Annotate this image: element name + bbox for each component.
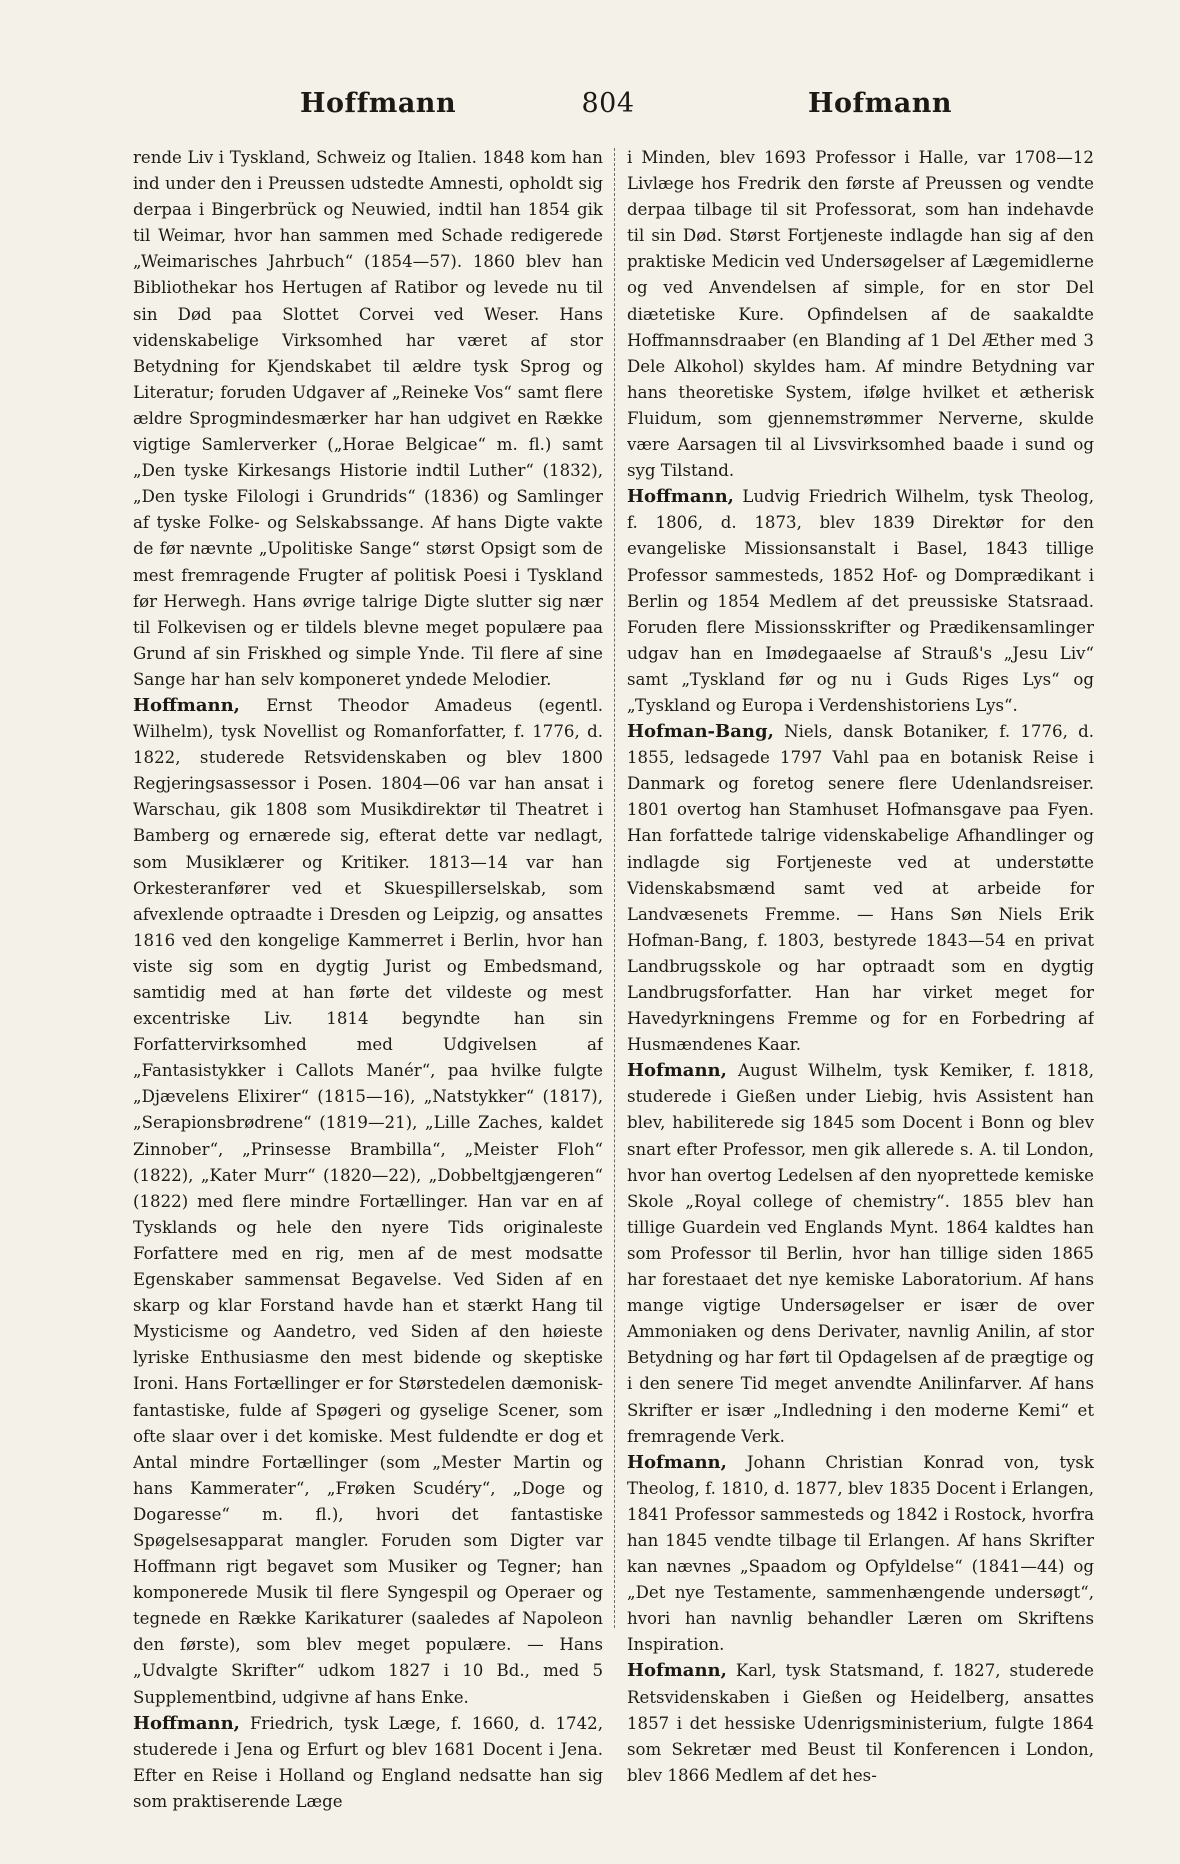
right-column bbox=[627, 145, 1094, 1835]
entry-body: August Wilhelm, tysk Kemiker, f. 1818, studerede i Gießen under Liebig, hvis Assistent han blev, habiliterede sig 1845 som Docent i Bonn og blev snart efter Professor, men gik allerede s. A. til London, hvor han overtog Ledelsen af den nyoprettede kemiske Skole „Royal college of chemistry“. 1855 blev han tillige Guardein ved Englands Mynt. 1864 kaldtes han som Professor til Berlin, hvor han tillige siden 1865 har forestaaet det nye kemiske Laboratorium. Af hans mange vigtige Undersøgelser er især de over Ammoniaken og dens Derivater, navnlig Anilin, af stor Betydning og har ført til Opdagelsen af de prægtige og i den senere Tid meget anvendte Anilinfarver. Af hans Skrifter er især „Indledning i den moderne Kemi“ et fremragende Verk. bbox=[627, 1061, 1094, 1446]
entry-headword: Hoffmann, bbox=[133, 694, 240, 716]
entry-body: Friedrich, tysk Læge, f. 1660, d. 1742, studerede i Jena og Erfurt og blev 1681 Docent i Jena. Efter en Reise i Holland og England nedsatte han sig som praktiserende Læge bbox=[133, 1713, 603, 1811]
entry-headword: Hofmann, bbox=[627, 1660, 727, 1682]
header-left-catchword: Hoffmann bbox=[300, 88, 457, 119]
dictionary-entry bbox=[627, 1058, 1094, 1449]
entry-headword: Hoffmann, bbox=[133, 1712, 240, 1734]
continuation-text: i Minden, blev 1693 Professor i Halle, var 1708—12 Livlæge hos Fredrik den første af Preussen og vendte derpaa tilbage til sit Professorat, som han indehavde til sin Død. Størst Fortjeneste indlagde han sig af den praktiske Medicin ved Undersøgelser af Lægemidlerne og ved Anvendelsen af simple, for en stor Del diætetiske Kure. Opfindelsen af de saakaldte Hoffmannsdraaber (en Blanding af 1 Del Æther med 3 Dele Alkohol) skyldes ham. Af mindre Betydning var hans theoretiske System, ifølge hvilket et ætherisk Fluidum, som gjennemstrømmer Nerverne, skulde være Aarsagen til al Livsvirksomhed baade i sund og syg Tilstand. bbox=[627, 148, 1094, 481]
column-divider bbox=[614, 148, 615, 1628]
entry-headword: Hofmann, bbox=[627, 1451, 727, 1473]
entry-body: Ernst Theodor Amadeus (egentl. Wilhelm), tysk Novellist og Romanforfatter, f. 1776, d. 1822, studerede Retsvidenskaben og blev 1800 Regjeringsassessor i Posen. 1804—06 var han ansat i Warschau, gik 1808 som Musikdirektør til Theatret i Bamberg og ernærede sig, efterat dette var nedlagt, som Musiklærer og Kritiker. 1813—14 var han Orkesteranfører ved et Skuespillerselskab, som afvexlende optraadte i Dresden og Leipzig, og ansattes 1816 ved den kongelige Kammerret i Berlin, hvor han viste sig som en dygtig Jurist og Embedsmand, samtidig med at han førte det vildeste og mest excentriske Liv. 1814 begyndte han sin Forfattervirksomhed med Udgivelsen af „Fantasistykker i Callots Manér“, paa hvilke fulgte „Djævelens Elixirer“ (1815—16), „Natstykker“ (1817), „Serapionsbrødrene“ (1819—21), „Lille Zaches, kaldet Zinnober“, „Prinsesse Brambilla“, „Meister Floh“ (1822), „Kater Murr“ (1820—22), „Dobbeltgjængeren“ (1822) med flere mindre Fortællinger. Han var en af Tysklands og hele den nyere Tids originaleste Forfattere med en rig, men af de mest modsatte Egenskaber sammensat Begavelse. Ved Siden af en skarp og klar Forstand havde han et stærkt Hang til Mysticisme og Aandetro, ved Siden af den høieste lyriske Enthusiasme den mest bidende og skeptiske Ironi. Hans Fortællinger er for Størstedelen dæmonisk-fantastiske, fulde af Spøgeri og gyselige Scener, som ofte slaar over i det komiske. Mest fuldendte er dog et Antal mindre Fortællinger (som „Mester Martin og hans Kammerater“, „Frøken Scudéry“, „Doge og Dogaresse“ m. fl.), hvori det fantastiske Spøgelsesapparat mangler. Foruden som Digter var Hoffmann rigt begavet som Musiker og Tegner; han komponerede Musik til flere Syngespil og Operaer og tegnede en Række Karikaturer (saaledes af Napoleon den første), som blev meget populære. — Hans „Udvalgte Skrifter“ udkom 1827 i 10 Bd., med 5 Supplementbind, udgivne af hans Enke. bbox=[133, 695, 603, 1707]
continuation-text: rende Liv i Tyskland, Schweiz og Italien. 1848 kom han ind under den i Preussen udstedte Amnesti, opholdt sig derpaa i Bingerbrück og Neuwied, indtil han 1854 gik til Weimar, hvor han sammen med Schade redigerede „Weimarisches Jahrbuch“ (1854—57). 1860 blev han Bibliothekar hos Hertugen af Ratibor og levede nu til sin Død paa Slottet Corvei ved Weser. Hans videnskabelige Virksomhed har været af stor Betydning for Kjendskabet til ældre tysk Sprog og Literatur; foruden Udgaver af „Reineke Vos“ samt flere ældre Sprogmindesmærker har han udgivet en Række vigtige Samlerverker („Horae Belgicae“ m. fl.) samt „Den tyske Kirkesangs Historie indtil Luther“ (1832), „Den tyske Filologi i Grundrids“ (1836) og Samlinger af tyske Folke- og Selskabssange. Af hans Digte vakte de før nævnte „Upolitiske Sange“ størst Opsigt som de mest fremragende Frugter af politisk Poesi i Tyskland før Herwegh. Hans øvrige talrige Digte slutter sig nær til Folkevisen og er tildels blevne meget populære paa Grund af sin Friskhed og simple Ynde. Til flere af sine Sange har han selv komponeret yndede Melodier. bbox=[133, 148, 603, 689]
entry-headword: Hofmann, bbox=[627, 1060, 727, 1082]
entry-headword: Hofman-Bang, bbox=[627, 721, 774, 743]
entry-headword: Hoffmann, bbox=[627, 486, 734, 508]
entry-body: Karl, tysk Statsmand, f. 1827, studerede Retsvidenskaben i Gießen og Heidelberg, ansattes 1857 i det hessiske Udenrigsministerium, fulgte 1864 som Sekretær med Beust til Konferencen i London, blev 1866 Medlem af det hes- bbox=[627, 1661, 1094, 1785]
page-number: 804 bbox=[581, 88, 635, 119]
dictionary-entry bbox=[133, 693, 603, 1711]
dictionary-entry bbox=[627, 719, 1094, 1058]
dictionary-entry bbox=[627, 484, 1094, 719]
entry-body: Niels, dansk Botaniker, f. 1776, d. 1855, ledsagede 1797 Vahl paa en botanisk Reise i Danmark og foretog senere flere Udenlandsreiser. 1801 overtog han Stamhuset Hofmansgave paa Fyen. Han forfattede talrige videnskabelige Afhandlinger og indlagde sig Fortjeneste ved at understøtte Videnskabsmænd samt ved at arbeide for Landvæsenets Fremme. — Hans Søn Niels Erik Hofman-Bang, f. 1803, bestyrede 1843—54 en privat Landbrugsskole og har optraadt som en dygtig Landbrugsforfatter. Han har virket meget for Havedyrkningens Fremme og for en Forbedring af Husmændenes Kaar. bbox=[627, 722, 1094, 1055]
dictionary-entry bbox=[627, 1658, 1094, 1788]
dictionary-entry bbox=[133, 1711, 603, 1815]
left-column bbox=[133, 145, 603, 1835]
entry-body: Ludvig Friedrich Wilhelm, tysk Theolog, f. 1806, d. 1873, blev 1839 Direktør for den evangeliske Missionsanstalt i Basel, 1843 tillige Professor sammesteds, 1852 Hof- og Domprædikant i Berlin og 1854 Medlem af det preussiske Statsraad. Foruden flere Missionsskrifter og Prædikensamlinger udgav han en Imødegaaelse af Strauß's „Jesu Liv“ samt „Tyskland før og nu i Guds Riges Lys“ og „Tyskland og Europa i Verdenshistoriens Lys“. bbox=[627, 487, 1094, 715]
dictionary-entry bbox=[627, 1450, 1094, 1659]
page-header bbox=[0, 88, 1180, 128]
entry-body: Johann Christian Konrad von, tysk Theolog, f. 1810, d. 1877, blev 1835 Docent i Erlangen, 1841 Professor sammesteds og 1842 i Rostock, hvorfra han 1845 vendte tilbage til Erlangen. Af hans Skrifter kan nævnes „Spaadom og Opfyldelse“ (1841—44) og „Det nye Testamente, sammenhængende undersøgt“, hvori han navnlig behandler Læren om Skriftens Inspiration. bbox=[627, 1452, 1094, 1655]
header-right-catchword: Hofmann bbox=[808, 88, 952, 119]
